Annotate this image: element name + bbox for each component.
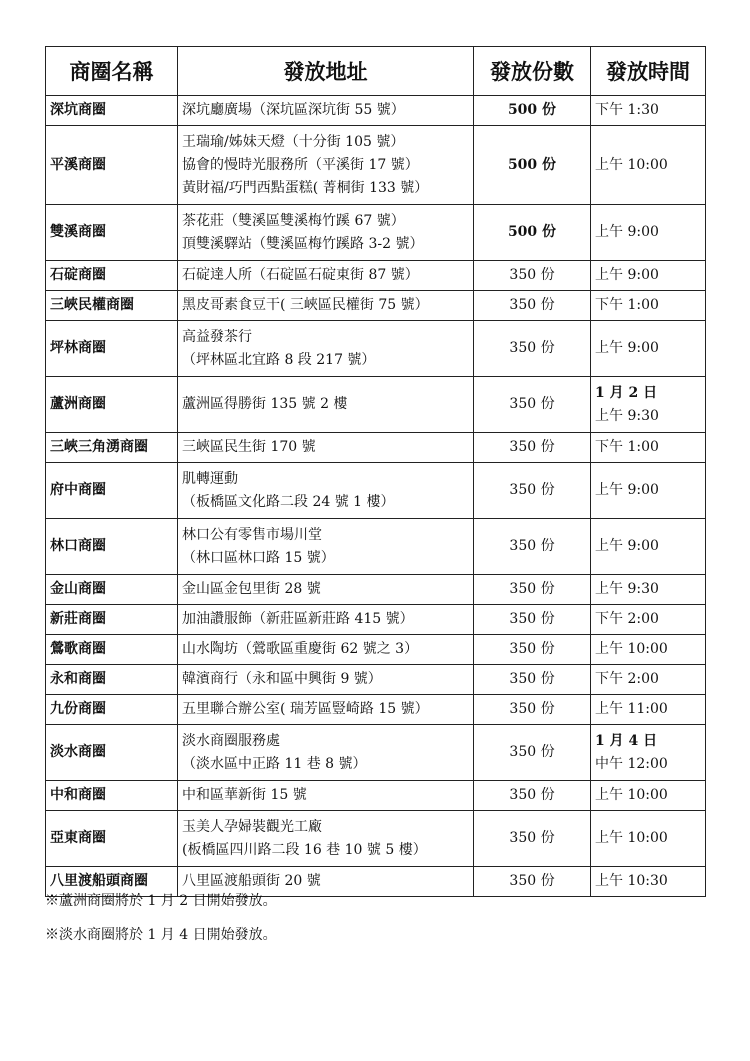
header-time: 發放時間 [591,47,706,96]
cell-district-name: 淡水商圈 [46,725,178,781]
cell-district-name: 石碇商圈 [46,261,178,291]
start-time: 上午 9:00 [595,224,659,240]
table-row [46,377,706,433]
cell-district-name: 九份商圈 [46,695,178,725]
cell-address: 山水陶坊（鶯歌區重慶街 62 號之 3） [178,635,474,665]
footnotes [45,884,277,952]
start-time: 下午 1:30 [595,102,659,118]
table-row [46,575,706,605]
table-row [46,205,706,261]
table-row [46,605,706,635]
cell-count: 500 份 [474,96,591,126]
cell-district-name: 林口商圈 [46,519,178,575]
cell-count: 500 份 [474,126,591,205]
cell-time [591,261,706,291]
cell-address: 王瑞瑜/姊妹天燈（十分街 105 號） 協會的慢時光服務所（平溪街 17 號） 黃財福/巧門西點蛋糕( 菁桐街 133 號） [178,126,474,205]
cell-district-name: 永和商圈 [46,665,178,695]
table-row [46,463,706,519]
cell-district-name: 三峽民權商圈 [46,291,178,321]
cell-address: 中和區華新街 15 號 [178,781,474,811]
cell-district-name: 深坑商圈 [46,96,178,126]
start-time: 下午 1:00 [595,297,659,313]
cell-address: 茶花莊（雙溪區雙溪梅竹蹊 67 號） 頂雙溪驛站（雙溪區梅竹蹊路 3-2 號） [178,205,474,261]
start-time: 上午 10:00 [595,787,668,803]
cell-count: 350 份 [474,433,591,463]
cell-address: 八里區渡船頭街 20 號 [178,867,474,897]
header-name: 商圈名稱 [46,47,178,96]
cell-address: 金山區金包里街 28 號 [178,575,474,605]
cell-district-name: 新莊商圈 [46,605,178,635]
table-row [46,781,706,811]
table-row [46,665,706,695]
cell-address: 五里聯合辦公室( 瑞芳區豎崎路 15 號） [178,695,474,725]
start-time: 下午 1:00 [595,439,659,455]
cell-address: 蘆洲區得勝街 135 號 2 樓 [178,377,474,433]
header-count: 發放份數 [474,47,591,96]
cell-address: 韓濱商行（永和區中興街 9 號） [178,665,474,695]
footnote: ※淡水商圈將於 1 月 4 日開始發放。 [45,927,277,943]
cell-district-name: 八里渡船頭商圈 [46,867,178,897]
cell-count: 350 份 [474,575,591,605]
table-row [46,811,706,867]
start-time: 中午 12:00 [595,755,668,772]
cell-count: 350 份 [474,377,591,433]
cell-district-name: 亞東商圈 [46,811,178,867]
start-time: 下午 2:00 [595,671,659,687]
cell-count: 350 份 [474,695,591,725]
cell-time [591,725,706,781]
cell-district-name: 雙溪商圈 [46,205,178,261]
cell-district-name: 金山商圈 [46,575,178,605]
cell-time [591,433,706,463]
start-time: 上午 11:00 [595,701,668,717]
start-time: 上午 9:00 [595,482,659,498]
distribution-schedule-table [45,46,706,897]
start-time: 上午 10:00 [595,830,668,846]
cell-address: 肌轉運動 （板橋區文化路二段 24 號 1 樓） [178,463,474,519]
start-time: 下午 2:00 [595,611,659,627]
cell-time [591,463,706,519]
start-time: 上午 9:00 [595,267,659,283]
cell-address: 高益發茶行 （坪林區北宜路 8 段 217 號） [178,321,474,377]
cell-district-name: 蘆洲商圈 [46,377,178,433]
cell-address: 淡水商圈服務處 （淡水區中正路 11 巷 8 號） [178,725,474,781]
cell-time [591,695,706,725]
table-row [46,126,706,205]
cell-count: 500 份 [474,205,591,261]
cell-time [591,605,706,635]
start-time: 上午 10:30 [595,873,668,889]
table-row [46,291,706,321]
cell-count: 350 份 [474,463,591,519]
header-address: 發放地址 [178,47,474,96]
cell-district-name: 中和商圈 [46,781,178,811]
cell-count: 350 份 [474,605,591,635]
cell-district-name: 平溪商圈 [46,126,178,205]
table-row [46,433,706,463]
table-header-row [46,47,706,96]
start-time: 上午 9:30 [595,407,659,424]
table-row [46,695,706,725]
cell-count: 350 份 [474,321,591,377]
cell-time [591,811,706,867]
cell-time [591,377,706,433]
cell-count: 350 份 [474,635,591,665]
cell-count: 350 份 [474,291,591,321]
cell-address: 加油讚服飾（新莊區新莊路 415 號） [178,605,474,635]
cell-count: 350 份 [474,725,591,781]
table-row [46,261,706,291]
cell-count: 350 份 [474,665,591,695]
cell-time [591,635,706,665]
cell-district-name: 鶯歌商圈 [46,635,178,665]
cell-time [591,321,706,377]
cell-address: 深坑廳廣場（深坑區深坑街 55 號） [178,96,474,126]
cell-address: 玉美人孕婦裝觀光工廠 (板橋區四川路二段 16 巷 10 號 5 樓） [178,811,474,867]
cell-address: 黑皮哥素食豆干( 三峽區民權街 75 號） [178,291,474,321]
cell-count: 350 份 [474,811,591,867]
start-time: 上午 9:30 [595,581,659,597]
cell-district-name: 三峽三角湧商圈 [46,433,178,463]
start-time: 上午 10:00 [595,641,668,657]
cell-district-name: 坪林商圈 [46,321,178,377]
cell-time [591,96,706,126]
cell-time [591,126,706,205]
cell-address: 石碇達人所（石碇區石碇東街 87 號） [178,261,474,291]
cell-count: 350 份 [474,519,591,575]
cell-count: 350 份 [474,261,591,291]
start-date: 1 月 4 日 [595,732,658,749]
cell-address: 林口公有零售市場川堂 （林口區林口路 15 號） [178,519,474,575]
cell-count: 350 份 [474,781,591,811]
start-time: 上午 10:00 [595,156,668,173]
start-date: 1 月 2 日 [595,384,658,401]
cell-time [591,519,706,575]
start-time: 上午 9:00 [595,538,659,554]
cell-district-name: 府中商圈 [46,463,178,519]
table-row [46,725,706,781]
cell-time [591,867,706,897]
table-row [46,635,706,665]
table-row [46,321,706,377]
cell-time [591,781,706,811]
cell-time [591,665,706,695]
cell-time [591,205,706,261]
cell-count: 350 份 [474,867,591,897]
cell-address: 三峽區民生街 170 號 [178,433,474,463]
table-row [46,519,706,575]
table-row [46,96,706,126]
cell-time [591,575,706,605]
start-time: 上午 9:00 [595,340,659,356]
cell-time [591,291,706,321]
footnote: ※蘆洲商圈將於 1 月 2 日開始發放。 [45,893,277,909]
